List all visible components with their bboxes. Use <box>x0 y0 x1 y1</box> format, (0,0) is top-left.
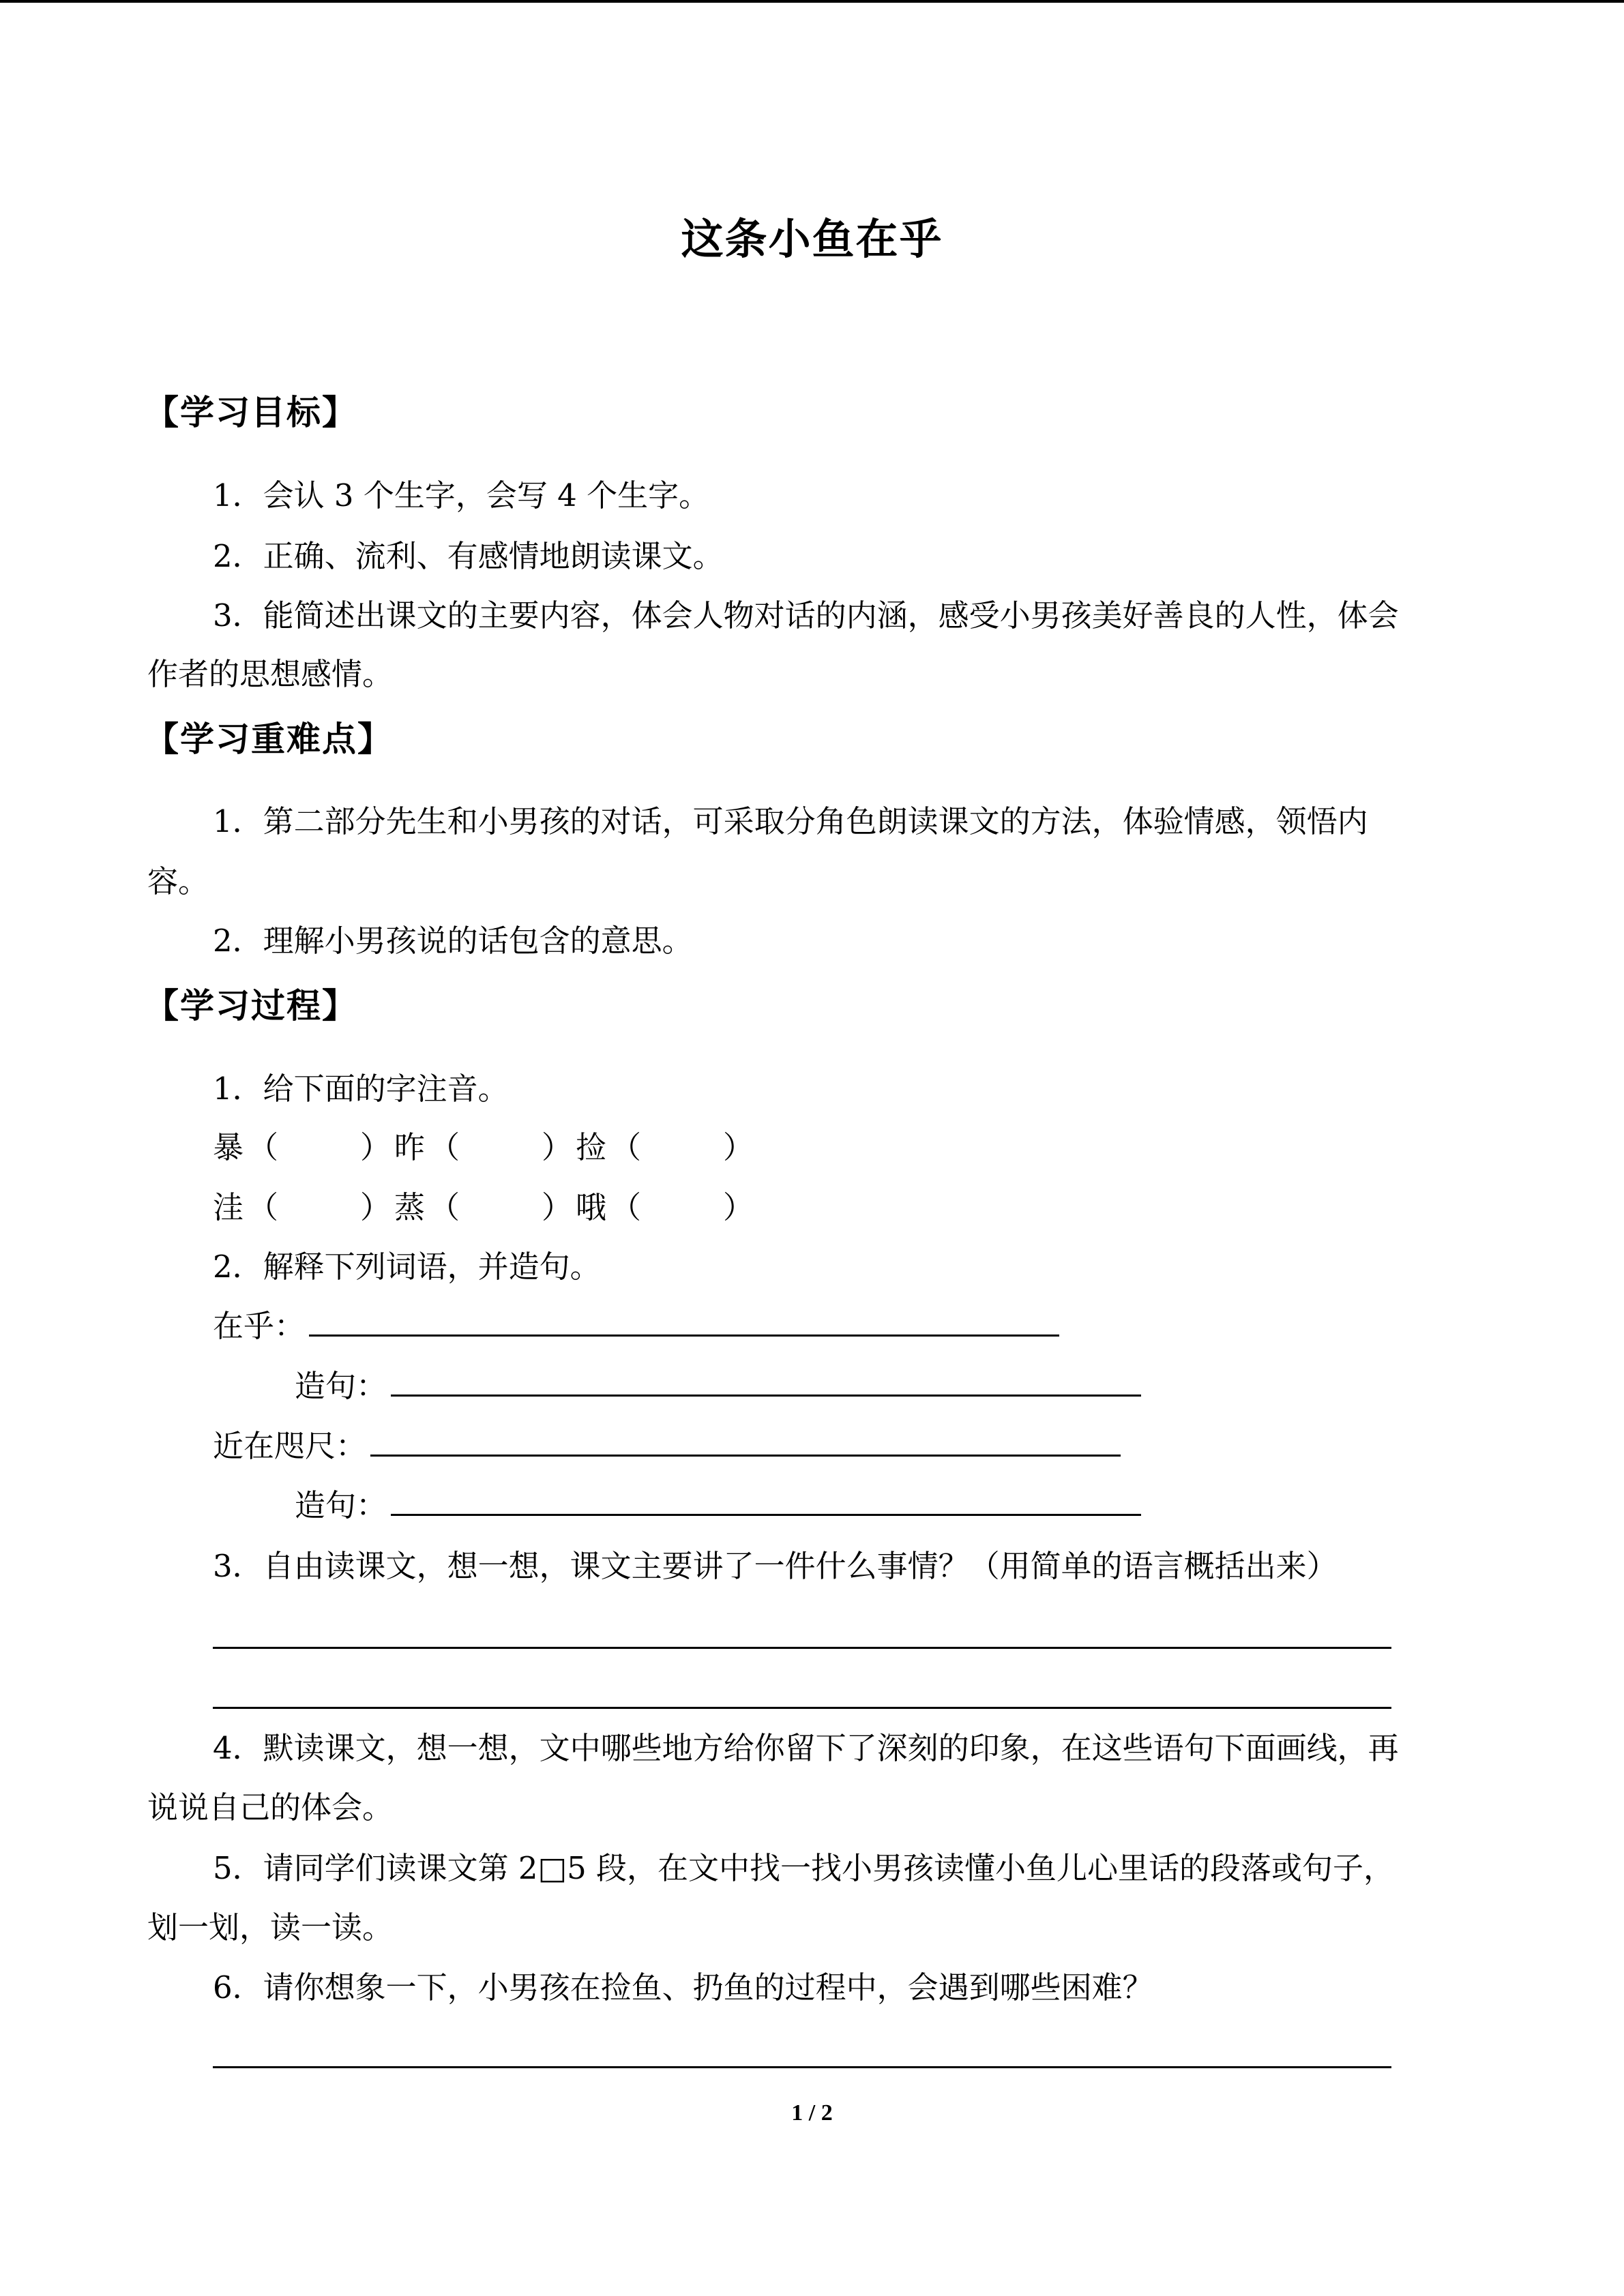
word-1-blank[interactable] <box>309 1335 1059 1337</box>
question-5-continued: 划一划，读一读。 <box>147 1909 394 1945</box>
pinyin-char: 哦 <box>576 1189 607 1225</box>
answer-line[interactable] <box>213 1707 1391 1709</box>
question-2: 2．解释下列词语，并造句。 <box>213 1249 601 1285</box>
question-4: 4．默读课文，想一想，文中哪些地方给你留下了深刻的印象，在这些语句下面画线，再 <box>213 1730 1399 1766</box>
sentence-label: 造句： <box>295 1368 387 1404</box>
word-1-label: 在乎： <box>213 1308 306 1344</box>
question-4-continued: 说说自己的体会。 <box>147 1789 394 1825</box>
objective-item: 1．会认 3 个生字，会写 4 个生字。 <box>213 477 710 513</box>
sentence-1-blank[interactable] <box>391 1395 1141 1397</box>
word-1-row <box>213 1305 1059 1347</box>
objective-item: 2．正确、流利、有感情地朗读课文。 <box>213 538 724 574</box>
word-2-row <box>213 1425 1121 1467</box>
question-6: 6．请你想象一下，小男孩在捡鱼、扔鱼的过程中，会遇到哪些困难？ <box>213 1969 1153 2006</box>
page-number: 1 / 2 <box>791 2100 833 2126</box>
question-3: 3．自由读课文，想一想，课文主要讲了一件什么事情？（用简单的语言概括出来） <box>213 1548 1338 1584</box>
question-5: 5．请同学们读课文第 2□5 段，在文中找一找小男孩读懂小鱼儿心里话的段落或句子， <box>213 1850 1395 1886</box>
word-2-label: 近在咫尺： <box>213 1428 367 1464</box>
sentence-2-row <box>295 1485 1141 1527</box>
answer-line[interactable] <box>213 1647 1391 1649</box>
page-title: 这条小鱼在乎 <box>681 214 943 264</box>
question-1: 1．给下面的字注音。 <box>213 1071 509 1107</box>
pinyin-char: 洼 <box>213 1189 244 1225</box>
answer-line[interactable] <box>213 2066 1391 2068</box>
word-2-blank[interactable] <box>370 1455 1121 1457</box>
sentence-1-row <box>295 1365 1141 1407</box>
pinyin-char: 蒸 <box>394 1189 426 1225</box>
objective-item: 3．能简述出课文的主要内容，体会人物对话的内涵，感受小男孩美好善良的人性，体会 <box>213 597 1399 633</box>
top-border <box>0 0 1624 3</box>
objective-item-continued: 作者的思想感情。 <box>147 656 394 692</box>
sentence-2-blank[interactable] <box>391 1514 1141 1516</box>
section-heading-process: 【学习过程】 <box>145 986 357 1026</box>
pinyin-row-2: 洼 （ ） 蒸 （ ） 哦 （ ） <box>213 1189 754 1225</box>
pinyin-char: 暴 <box>213 1129 244 1165</box>
pinyin-char: 昨 <box>394 1129 426 1165</box>
key-point-item: 2．理解小男孩说的话包含的意思。 <box>213 923 693 959</box>
key-point-item: 1．第二部分先生和小男孩的对话，可采取分角色朗读课文的方法，体验情感，领悟内 <box>213 803 1368 839</box>
key-point-item-continued: 容。 <box>147 863 209 899</box>
section-heading-objectives: 【学习目标】 <box>145 393 357 432</box>
sentence-label: 造句： <box>295 1487 387 1523</box>
pinyin-char: 捡 <box>576 1129 607 1165</box>
pinyin-row-1: 暴 （ ） 昨 （ ） 捡 （ ） <box>213 1129 754 1165</box>
section-heading-key-points: 【学习重难点】 <box>145 719 393 759</box>
